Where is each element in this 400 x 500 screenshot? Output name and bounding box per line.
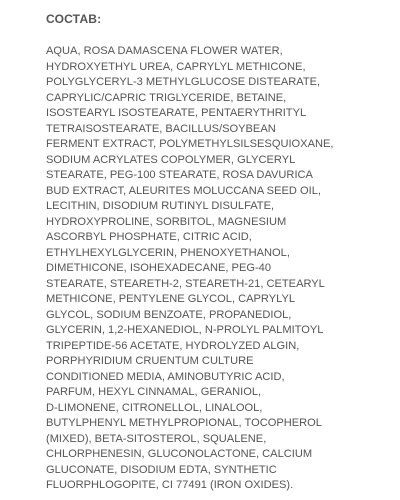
ingredients-line: HYDROXYPROLINE, SORBITOL, MAGNESIUM [46, 215, 287, 228]
ingredients-line: PARFUM, HEXYL CINNAMAL, GERANIOL, [46, 386, 262, 398]
ingredients-line: AQUA, ROSA DAMASCENA FLOWER WATER, [46, 45, 283, 57]
composition-heading: СОСТАВ: [46, 12, 102, 26]
ingredients-line: CAPRYLIC/CAPRIC TRIGLYCERIDE, BETAINE, [46, 91, 287, 104]
ingredients-line: HYDROXYETHYL UREA, CAPRYLYL METHICONE, [46, 60, 306, 73]
ingredients-line: STEARATE, STEARETH-2, STEARETH-21, CETEARYL [46, 277, 325, 290]
ingredients-line: PORPHYRIDIUM CRUENTUM CULTURE [46, 355, 254, 367]
ingredients-line: D-LIMONENE, CITRONELLOL, LINALOOL, [46, 401, 263, 414]
ingredients-line: CHLORPHENESIN, GLUCONOLACTONE, CALCIUM [46, 448, 313, 460]
ingredients-line: SODIUM ACRYLATES COPOLYMER, GLYCERYL [46, 153, 296, 166]
ingredients-line: FLUORPHLOGOPITE, CI 77491 (IRON OXIDES). [46, 479, 294, 491]
ingredients-line: DIMETHICONE, ISOHEXADECANE, PEG-40 [46, 262, 272, 274]
ingredients-line: ASCORBYL PHOSPHATE, CITRIC ACID, [46, 231, 252, 243]
ingredients-line: BUTYLPHENYL METHYLPROPIONAL, TOCOPHEROL [46, 417, 322, 429]
ingredients-line: FERMENT EXTRACT, POLYMETHYLSILSESQUIOXANE, [46, 138, 334, 150]
ingredients-line: GLYCOL, SODIUM BENZOATE, PROPANEDIOL, [46, 308, 292, 321]
ingredients-line: LECITHIN, DISODIUM RUTINYL DISULFATE, [46, 200, 275, 212]
ingredients-line: ETHYLHEXYLGLYCERIN, PHENOXYETHANOL, [46, 246, 290, 259]
ingredients-line: STEARATE, PEG-100 STEARATE, ROSA DAVURICA [46, 169, 313, 181]
ingredients-line: TRIPEPTIDE-56 ACETATE, HYDROLYZED ALGIN, [46, 339, 300, 352]
ingredients-line: (MIXED), BETA-SITOSTEROL, SQUALENE, [46, 432, 267, 445]
ingredients-line: TETRAISOSTEARATE, BACILLUS/SOYBEAN [46, 122, 276, 135]
ingredients-line: GLUCONATE, DISODIUM EDTA, SYNTHETIC [46, 463, 277, 476]
ingredients-line: GLYCERIN, 1,2-HEXANEDIOL, N-PROLYL PALMITOYL [46, 324, 324, 336]
ingredients-line: ISOSTEARYL ISOSTEARATE, PENTAERYTHRITYL [46, 107, 307, 119]
ingredients-line: BUD EXTRACT, ALEURITES MOLUCCANA SEED OIL, [46, 184, 321, 197]
ingredients-list [46, 44, 386, 494]
ingredients-line: CONDITIONED MEDIA, AMINOBUTYRIC ACID, [46, 370, 285, 383]
ingredients-line: METHICONE, PENTYLENE GLYCOL, CAPRYLYL [46, 293, 296, 305]
ingredients-line: POLYGLYCERYL-3 METHYLGLUCOSE DISTEARATE, [46, 76, 321, 88]
